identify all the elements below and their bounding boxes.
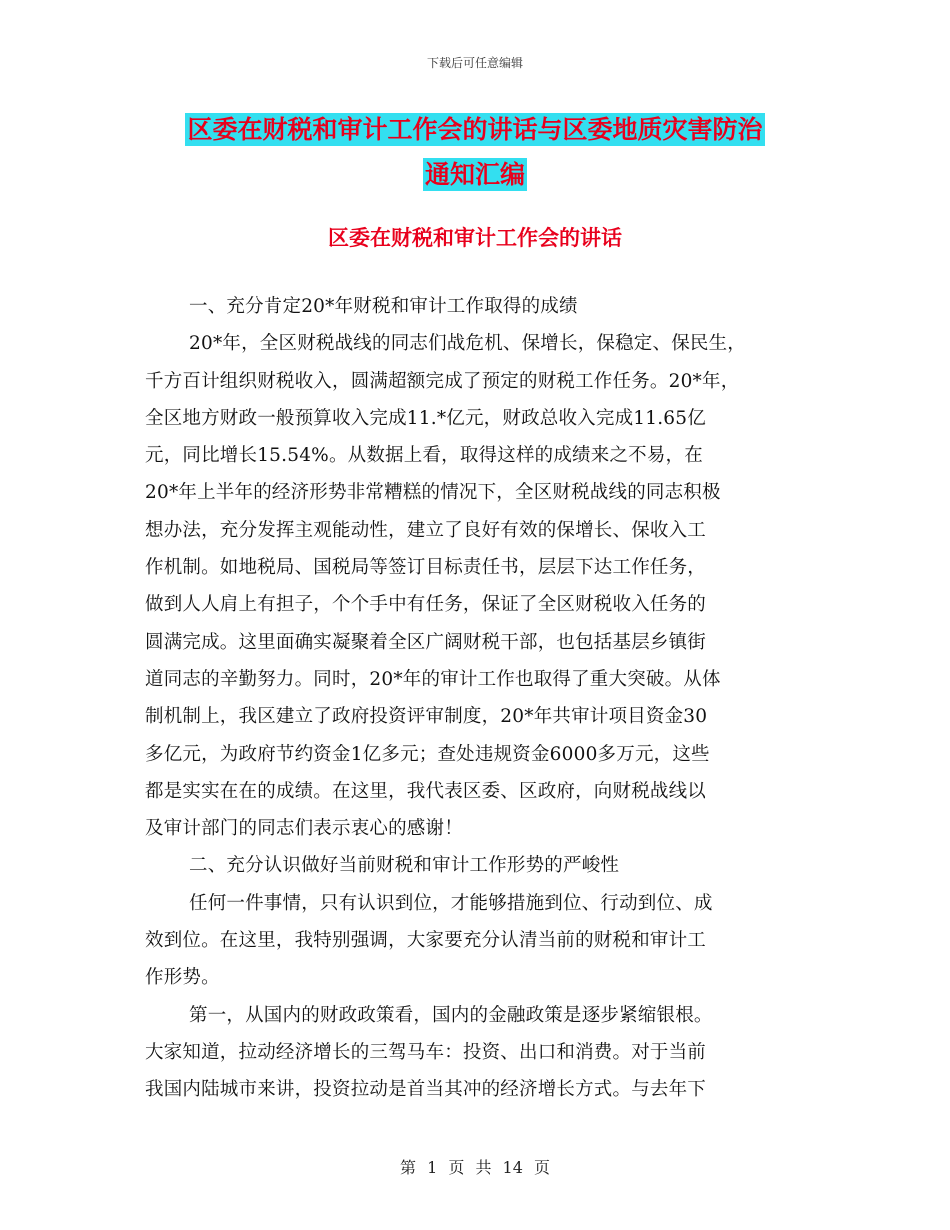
body-line: 任何一件事情，只有认识到位，才能够措施到位、行动到位、成: [189, 892, 713, 914]
body-text: [145, 288, 835, 1109]
body-line: 制机制上，我区建立了政府投资评审制度，20*年共审计项目资金30: [145, 706, 708, 728]
body-line: 全区地方财政一般预算收入完成11.*亿元，财政总收入完成11.65亿: [145, 407, 706, 429]
body-line: 千方百计组织财税收入，圆满超额完成了预定的财税工作任务。20*年，: [145, 370, 740, 392]
body-line: 元，同比增长15.54%。从数据上看，取得这样的成绩来之不易，在: [145, 445, 703, 467]
page-footer: 第 1 页 共 14 页: [400, 1158, 550, 1177]
body-line: 多亿元，为政府节约资金1亿多元；查处违规资金6000多万元，这些: [145, 743, 710, 765]
body-line: 20*年，全区财税战线的同志们战危机、保增长，保稳定、保民生，: [189, 333, 746, 355]
body-line: 圆满完成。这里面确实凝聚着全区广阔财税干部，也包括基层乡镇街: [145, 631, 707, 653]
body-line: 效到位。在这里，我特别强调，大家要充分认清当前的财税和审计工: [145, 930, 707, 952]
main-title-line1: [0, 113, 950, 147]
body-line: 二、充分认识做好当前财税和审计工作形势的严峻性: [189, 855, 620, 877]
body-line: 我国内陆城市来讲，投资拉动是首当其冲的经济增长方式。与去年下: [145, 1079, 707, 1101]
body-line: 20*年上半年的经济形势非常糟糕的情况下，全区财税战线的同志积极: [145, 482, 721, 504]
header-note: 下载后可任意编辑: [426, 56, 523, 70]
body-line: 道同志的辛勤努力。同时，20*年的审计工作也取得了重大突破。从体: [145, 668, 721, 690]
section-title: 区委在财税和审计工作会的讲话: [328, 226, 622, 250]
body-line: 作形势。: [145, 967, 220, 989]
body-line: 作机制。如地税局、国税局等签订目标责任书，层层下达工作任务，: [145, 557, 707, 579]
body-line: 一、充分肯定20*年财税和审计工作取得的成绩: [189, 296, 578, 317]
body-line: 第一，从国内的财政政策看，国内的金融政策是逐步紧缩银根。: [189, 1004, 713, 1026]
main-title-line1-text: 区委在财税和审计工作会的讲话与区委地质灾害防治: [187, 115, 763, 144]
body-line: 及审计部门的同志们表示衷心的感谢！: [145, 818, 463, 840]
body-line: 大家知道，拉动经济增长的三驾马车：投资、出口和消费。对于当前: [145, 1041, 707, 1063]
main-title-line2: [0, 158, 950, 192]
main-title-line2-text: 通知汇编: [424, 160, 525, 189]
body-line: 想办法，充分发挥主观能动性，建立了良好有效的保增长、保收入工: [145, 519, 707, 541]
body-line: 做到人人肩上有担子，个个手中有任务，保证了全区财税收入任务的: [145, 594, 707, 616]
body-line: 都是实实在在的成绩。在这里，我代表区委、区政府，向财税战线以: [145, 780, 707, 802]
